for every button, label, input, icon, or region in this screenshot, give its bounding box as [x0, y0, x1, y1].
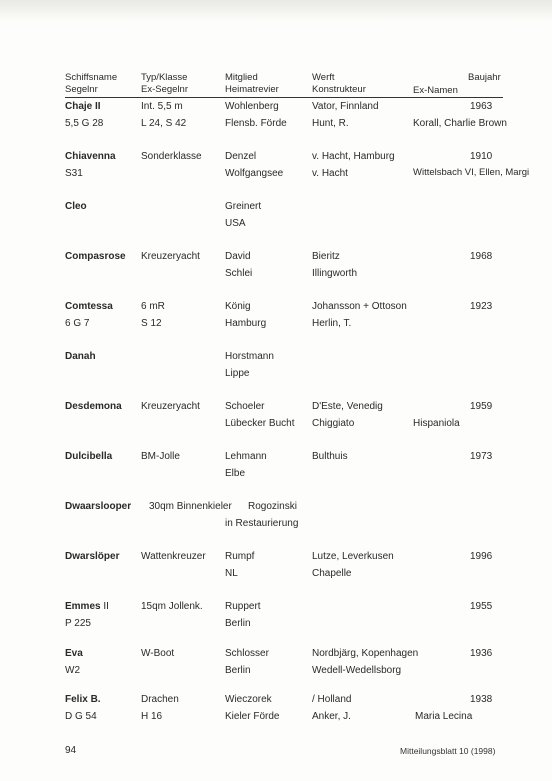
- ex-sail-number: L 24, S 42: [141, 118, 187, 129]
- home-waters: in Restaurierung: [225, 518, 299, 529]
- ship-name: Cleo: [65, 201, 87, 212]
- boat-type: 15qm Jollenk.: [141, 601, 203, 612]
- member: Rumpf: [225, 551, 255, 562]
- boat-type: Kreuzeryacht: [141, 251, 200, 262]
- header-ex-namen: Ex-Namen: [413, 85, 458, 96]
- member: Wieczorek: [225, 694, 272, 705]
- member: Rogozinski: [248, 501, 297, 512]
- boat-type: BM-Jolle: [141, 451, 180, 462]
- boat-type: Sonderklasse: [141, 151, 202, 162]
- header-heimatrevier: Heimatrevier: [225, 84, 279, 95]
- boat-type: Int. 5,5 m: [141, 101, 183, 112]
- header-mitglied: Mitglied: [225, 72, 258, 83]
- build-year: 1973: [470, 451, 493, 462]
- build-year: 1955: [470, 601, 493, 612]
- ship-name: Chaje II: [65, 101, 101, 112]
- designer: v. Hacht: [312, 168, 348, 179]
- ex-sail-number: S 12: [141, 318, 162, 329]
- header-schiffsname: Schiffsname: [65, 72, 118, 83]
- header-konstrukteur: Konstrukteur: [312, 84, 366, 95]
- member: Ruppert: [225, 601, 261, 612]
- designer: Chiggiato: [312, 418, 355, 429]
- home-waters: Lübecker Bucht: [225, 418, 295, 429]
- build-year: 1996: [470, 551, 493, 562]
- designer: Illingworth: [312, 268, 358, 279]
- sail-number: D G 54: [65, 711, 97, 722]
- build-year: 1963: [470, 101, 493, 112]
- shipyard: Bulthuis: [312, 451, 348, 462]
- build-year: 1959: [470, 401, 493, 412]
- ship-name: Dulcibella: [65, 451, 113, 462]
- build-year: 1936: [470, 648, 493, 659]
- member: König: [225, 301, 251, 312]
- ship-name: Dwaarslooper: [65, 501, 132, 512]
- ship-name: Comtessa: [65, 301, 113, 312]
- ship-name: Danah: [65, 351, 96, 362]
- ex-names: Maria Lecina: [415, 711, 473, 722]
- sail-number: P 225: [65, 618, 91, 629]
- ex-sail-number: H 16: [141, 711, 163, 722]
- ship-name: Felix B.: [65, 694, 101, 705]
- ship-name: Desdemona: [65, 401, 122, 412]
- shipyard: Nordbjärg, Kopenhagen: [312, 648, 419, 659]
- build-year: 1923: [470, 301, 493, 312]
- home-waters: Berlin: [225, 665, 251, 676]
- ex-names: Hispaniola: [413, 418, 460, 429]
- designer: Wedell-Wedellsborg: [312, 665, 402, 676]
- shipyard: v. Hacht, Hamburg: [312, 151, 395, 162]
- designer: Anker, J.: [312, 711, 351, 722]
- designer: Chapelle: [312, 568, 352, 579]
- ship-name: Dwarslöper: [65, 551, 120, 562]
- shipyard: / Holland: [312, 694, 352, 705]
- home-waters: Wolfgangsee: [225, 168, 284, 179]
- member: Schlosser: [225, 648, 269, 659]
- sail-number: W2: [65, 665, 80, 676]
- header-baujahr: Baujahr: [468, 72, 501, 83]
- shipyard: D'Este, Venedig: [312, 401, 383, 412]
- shipyard: Johansson + Ottoson: [312, 301, 407, 312]
- header-rule: [65, 97, 503, 98]
- member: Greinert: [225, 201, 262, 212]
- home-waters: USA: [225, 218, 246, 229]
- header-werft: Werft: [312, 72, 335, 83]
- build-year: 1910: [470, 151, 493, 162]
- member: Wohlenberg: [225, 101, 279, 112]
- boat-type: W-Boot: [141, 648, 175, 659]
- shipyard: Vator, Finnland: [312, 101, 379, 112]
- ship-name: [65, 601, 109, 612]
- home-waters: Flensb. Förde: [225, 118, 287, 129]
- shipyard: Bieritz: [312, 251, 340, 262]
- page-number: 94: [65, 745, 77, 756]
- header-segelnr: Segelnr: [65, 84, 98, 95]
- boat-type: Kreuzeryacht: [141, 401, 200, 412]
- member: Denzel: [225, 151, 257, 162]
- build-year: 1968: [470, 251, 493, 262]
- boat-type: 30qm Binnenkieler: [149, 501, 232, 512]
- member: Horstmann: [225, 351, 274, 362]
- home-waters: NL: [225, 568, 238, 579]
- build-year: 1938: [470, 694, 493, 705]
- member: Lehmann: [225, 451, 267, 462]
- home-waters: Kieler Förde: [225, 711, 280, 722]
- sail-number: 6 G 7: [65, 318, 90, 329]
- designer: Herlin, T.: [312, 318, 352, 329]
- designer: Hunt, R.: [312, 118, 349, 129]
- sail-number: S31: [65, 168, 83, 179]
- member: David: [225, 251, 251, 262]
- home-waters: Elbe: [225, 468, 246, 479]
- ex-names: Korall, Charlie Brown: [413, 118, 507, 129]
- ex-names: Wittelsbach VI, Ellen, Margi: [413, 167, 530, 178]
- sail-number: 5,5 G 28: [65, 118, 104, 129]
- ship-name-main: Emmes: [65, 601, 101, 612]
- home-waters: Lippe: [225, 368, 250, 379]
- ship-name: Eva: [65, 648, 83, 659]
- ship-name: Chiavenna: [65, 151, 116, 162]
- header-typ-klasse: Typ/Klasse: [141, 72, 188, 83]
- shipyard: Lutze, Leverkusen: [312, 551, 394, 562]
- publication-title: Mitteilungsblatt 10 (1998): [400, 746, 496, 756]
- ship-name-suffix: II: [100, 601, 109, 612]
- boat-type: Drachen: [141, 694, 179, 705]
- home-waters: Berlin: [225, 618, 251, 629]
- member: Schoeler: [225, 401, 265, 412]
- home-waters: Schlei: [225, 268, 253, 279]
- header-ex-segelnr: Ex-Segelnr: [141, 84, 188, 95]
- home-waters: Hamburg: [225, 318, 267, 329]
- boat-type: Wattenkreuzer: [141, 551, 206, 562]
- boat-type: 6 mR: [141, 301, 165, 312]
- ship-name: Compasrose: [65, 251, 126, 262]
